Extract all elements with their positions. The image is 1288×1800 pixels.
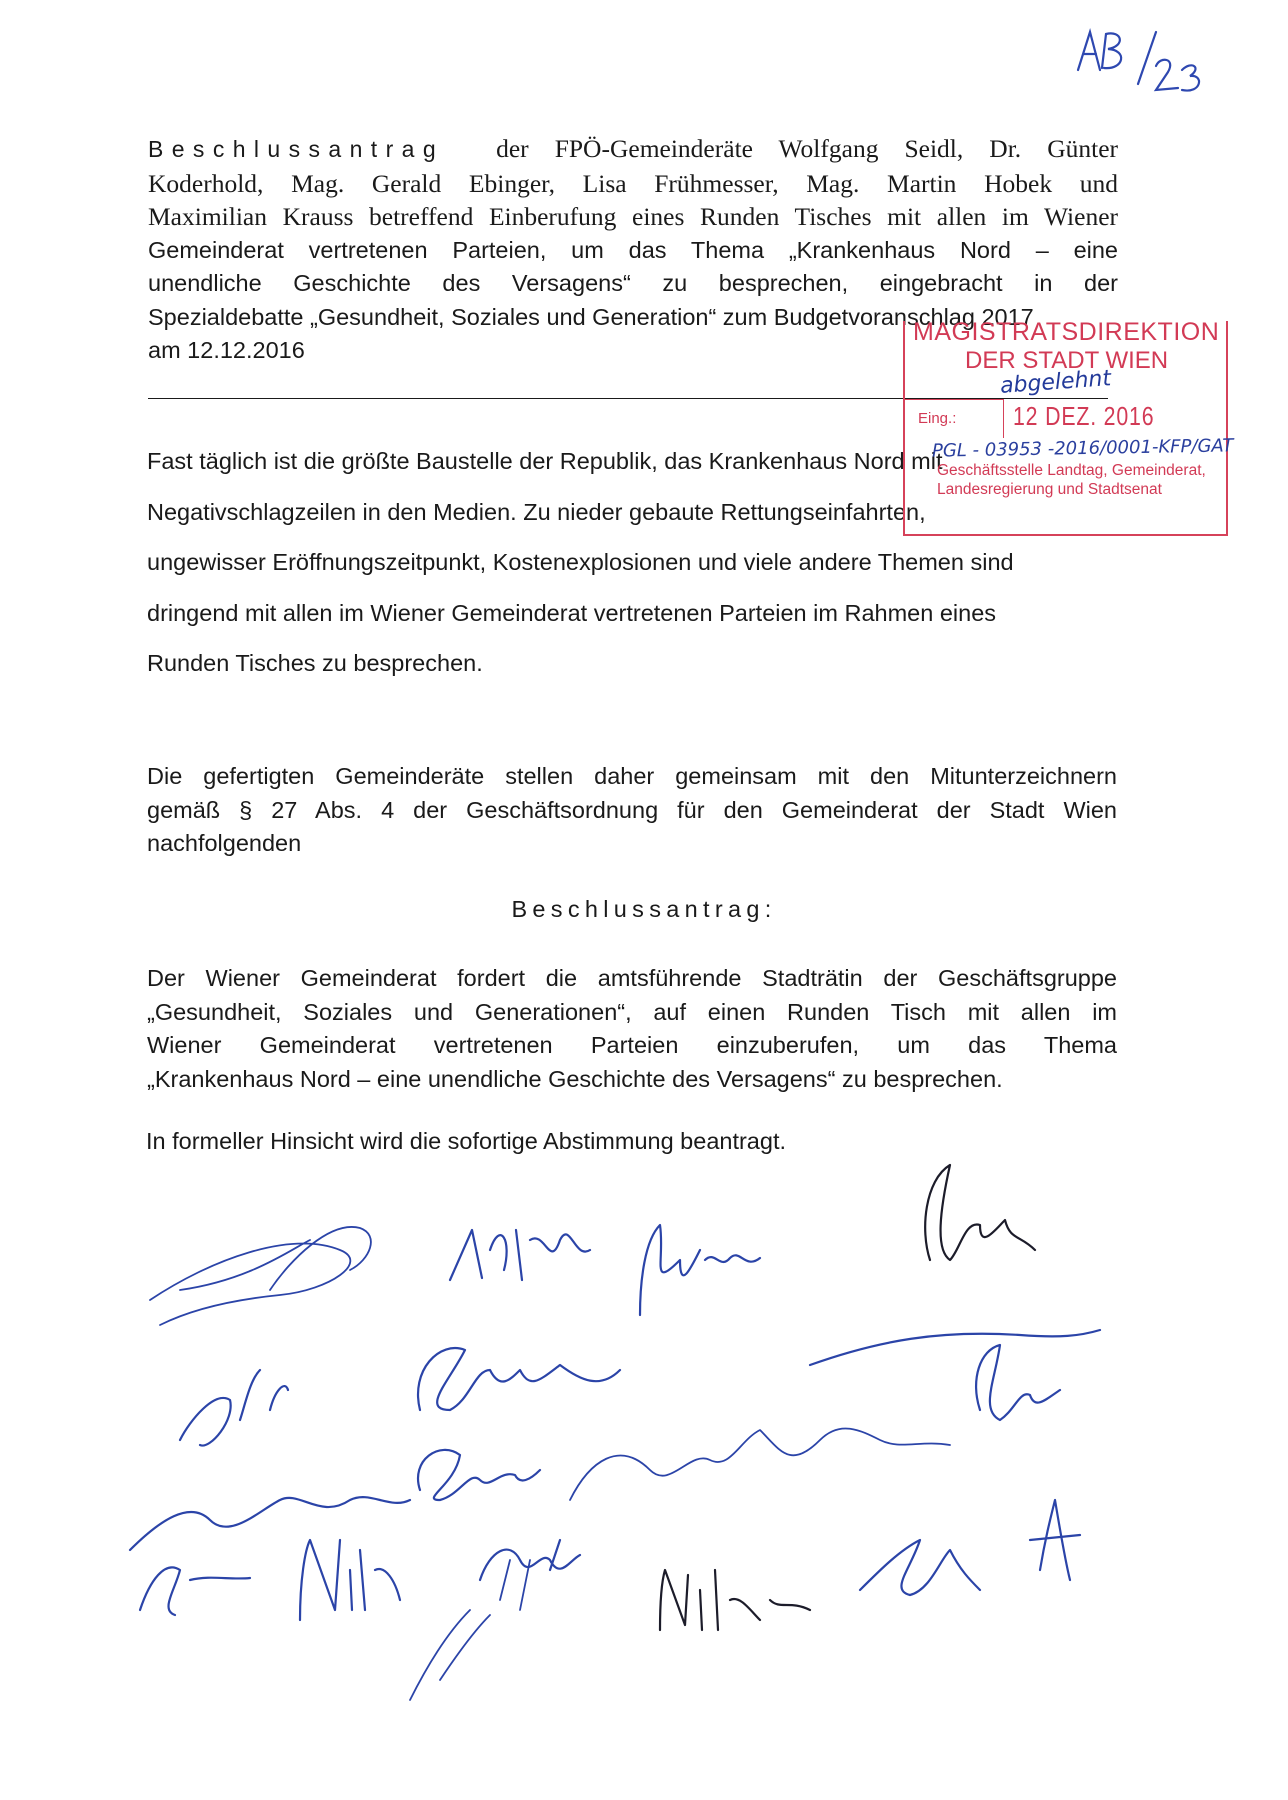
signature-7 — [418, 1348, 620, 1410]
stamp-eing-label: Eing.: — [918, 410, 957, 427]
councillors-paragraph — [147, 760, 1117, 861]
stamp-reference: PGL - 03953 -2016/0001-KFP/GAT — [931, 435, 1234, 462]
signature-13 — [300, 1540, 400, 1620]
signature-3 — [640, 1225, 760, 1315]
demand-line-2: „Gesundheit, Soziales und Generationen“, auf einen Runden Tisch mit allen im — [147, 998, 1117, 1025]
stamp-date: 12 DEZ. 2016 — [1013, 401, 1155, 431]
stamp-office-line-1: Geschäftsstelle Landtag, Gemeinderat, — [937, 462, 1206, 479]
reference-handwritten-mark — [1060, 18, 1240, 98]
demand-line-4: „Krankenhaus Nord – eine unendliche Geschichte des Versagens“ zu besprechen. — [147, 1065, 1003, 1092]
signature-8 — [130, 1497, 410, 1550]
formal-request: In formeller Hinsicht wird die sofortige Abstimmung beantragt. — [146, 1128, 787, 1154]
signature-10 — [570, 1428, 950, 1500]
signature-12 — [140, 1567, 250, 1615]
body-line-3: ungewisser Eröffnungszeitpunkt, Kostenexplosionen und viele andere Themen sind — [147, 549, 1014, 575]
signature-2 — [450, 1230, 590, 1280]
signature-1 — [150, 1227, 371, 1325]
paragraph2-line-3: nachfolgenden — [147, 830, 302, 856]
stamp-authority: MAGISTRATSDIREKTION — [913, 318, 1220, 346]
signature-6 — [180, 1370, 288, 1446]
signature-15 — [410, 1560, 530, 1700]
demand-paragraph — [147, 962, 1117, 1096]
heading-line-4: Gemeinderat vertretenen Parteien, um das Thema „Krankenhaus Nord – eine — [148, 236, 1118, 263]
signature-17 — [860, 1540, 980, 1595]
body-line-4: dringend mit allen im Wiener Gemeinderat vertretenen Parteien im Rahmen eines — [147, 599, 997, 626]
paragraph2-line-1: Die gefertigten Gemeinderäte stellen daher gemeinsam mit den Mitunterzeichnern — [147, 763, 1117, 789]
demand-line-1: Der Wiener Gemeinderat fordert die amtsführende Stadträtin der Geschäftsgruppe — [147, 965, 1117, 991]
receipt-stamp — [903, 318, 1234, 536]
signature-9 — [418, 1450, 540, 1500]
heading-line-2: Koderhold, Mag. Gerald Ebinger, Lisa Frühmesser, Mag. Martin Hobek und — [148, 168, 1118, 198]
stamp-office-line-2: Landesregierung und Stadtsenat — [937, 481, 1162, 498]
motion-title: Beschlussantrag: — [511, 896, 777, 922]
demand-line-3: Wiener Gemeinderat vertretenen Parteien einzuberufen, um das Thema — [147, 1032, 1117, 1058]
heading-label: Beschlussantrag — [148, 136, 445, 162]
body-line-1: Fast täglich ist die größte Baustelle der Republik, das Krankenhaus Nord mit — [147, 448, 943, 474]
heading-line-3: Maximilian Krauss betreffend Einberufung eines Runden Tisches mit allen im Wiener — [148, 202, 1118, 231]
heading-line-7: am 12.12.2016 — [148, 337, 305, 363]
paragraph2-line-2: gemäß § 27 Abs. 4 der Geschäftsordnung für den Gemeinderat der Stadt Wien — [147, 796, 1117, 823]
body-line-5: Runden Tisches zu besprechen. — [147, 650, 483, 676]
heading-line-1: der FPÖ-Gemeinderäte Wolfgang Seidl, Dr. Günter — [496, 134, 1119, 163]
signature-18 — [1030, 1500, 1080, 1580]
stamp-handwritten-note: abgelehnt — [999, 366, 1112, 399]
heading-line-5: unendliche Geschichte des Versagens“ zu besprechen, eingebracht in der — [148, 270, 1118, 296]
heading-line-6: Spezialdebatte „Gesundheit, Soziales und Generation“ zum Budgetvoranschlag 2017 — [148, 303, 1034, 330]
signatures-area — [120, 1140, 1200, 1800]
signature-4 — [925, 1165, 1035, 1260]
signature-16 — [660, 1570, 810, 1630]
stamp-city: DER STADT WIEN — [965, 347, 1169, 374]
body-line-2: Negativschlagzeilen in den Medien. Zu nieder gebaute Rettungseinfahrten, — [147, 498, 926, 525]
signature-5 — [810, 1330, 1100, 1365]
signature-11 — [976, 1345, 1060, 1420]
